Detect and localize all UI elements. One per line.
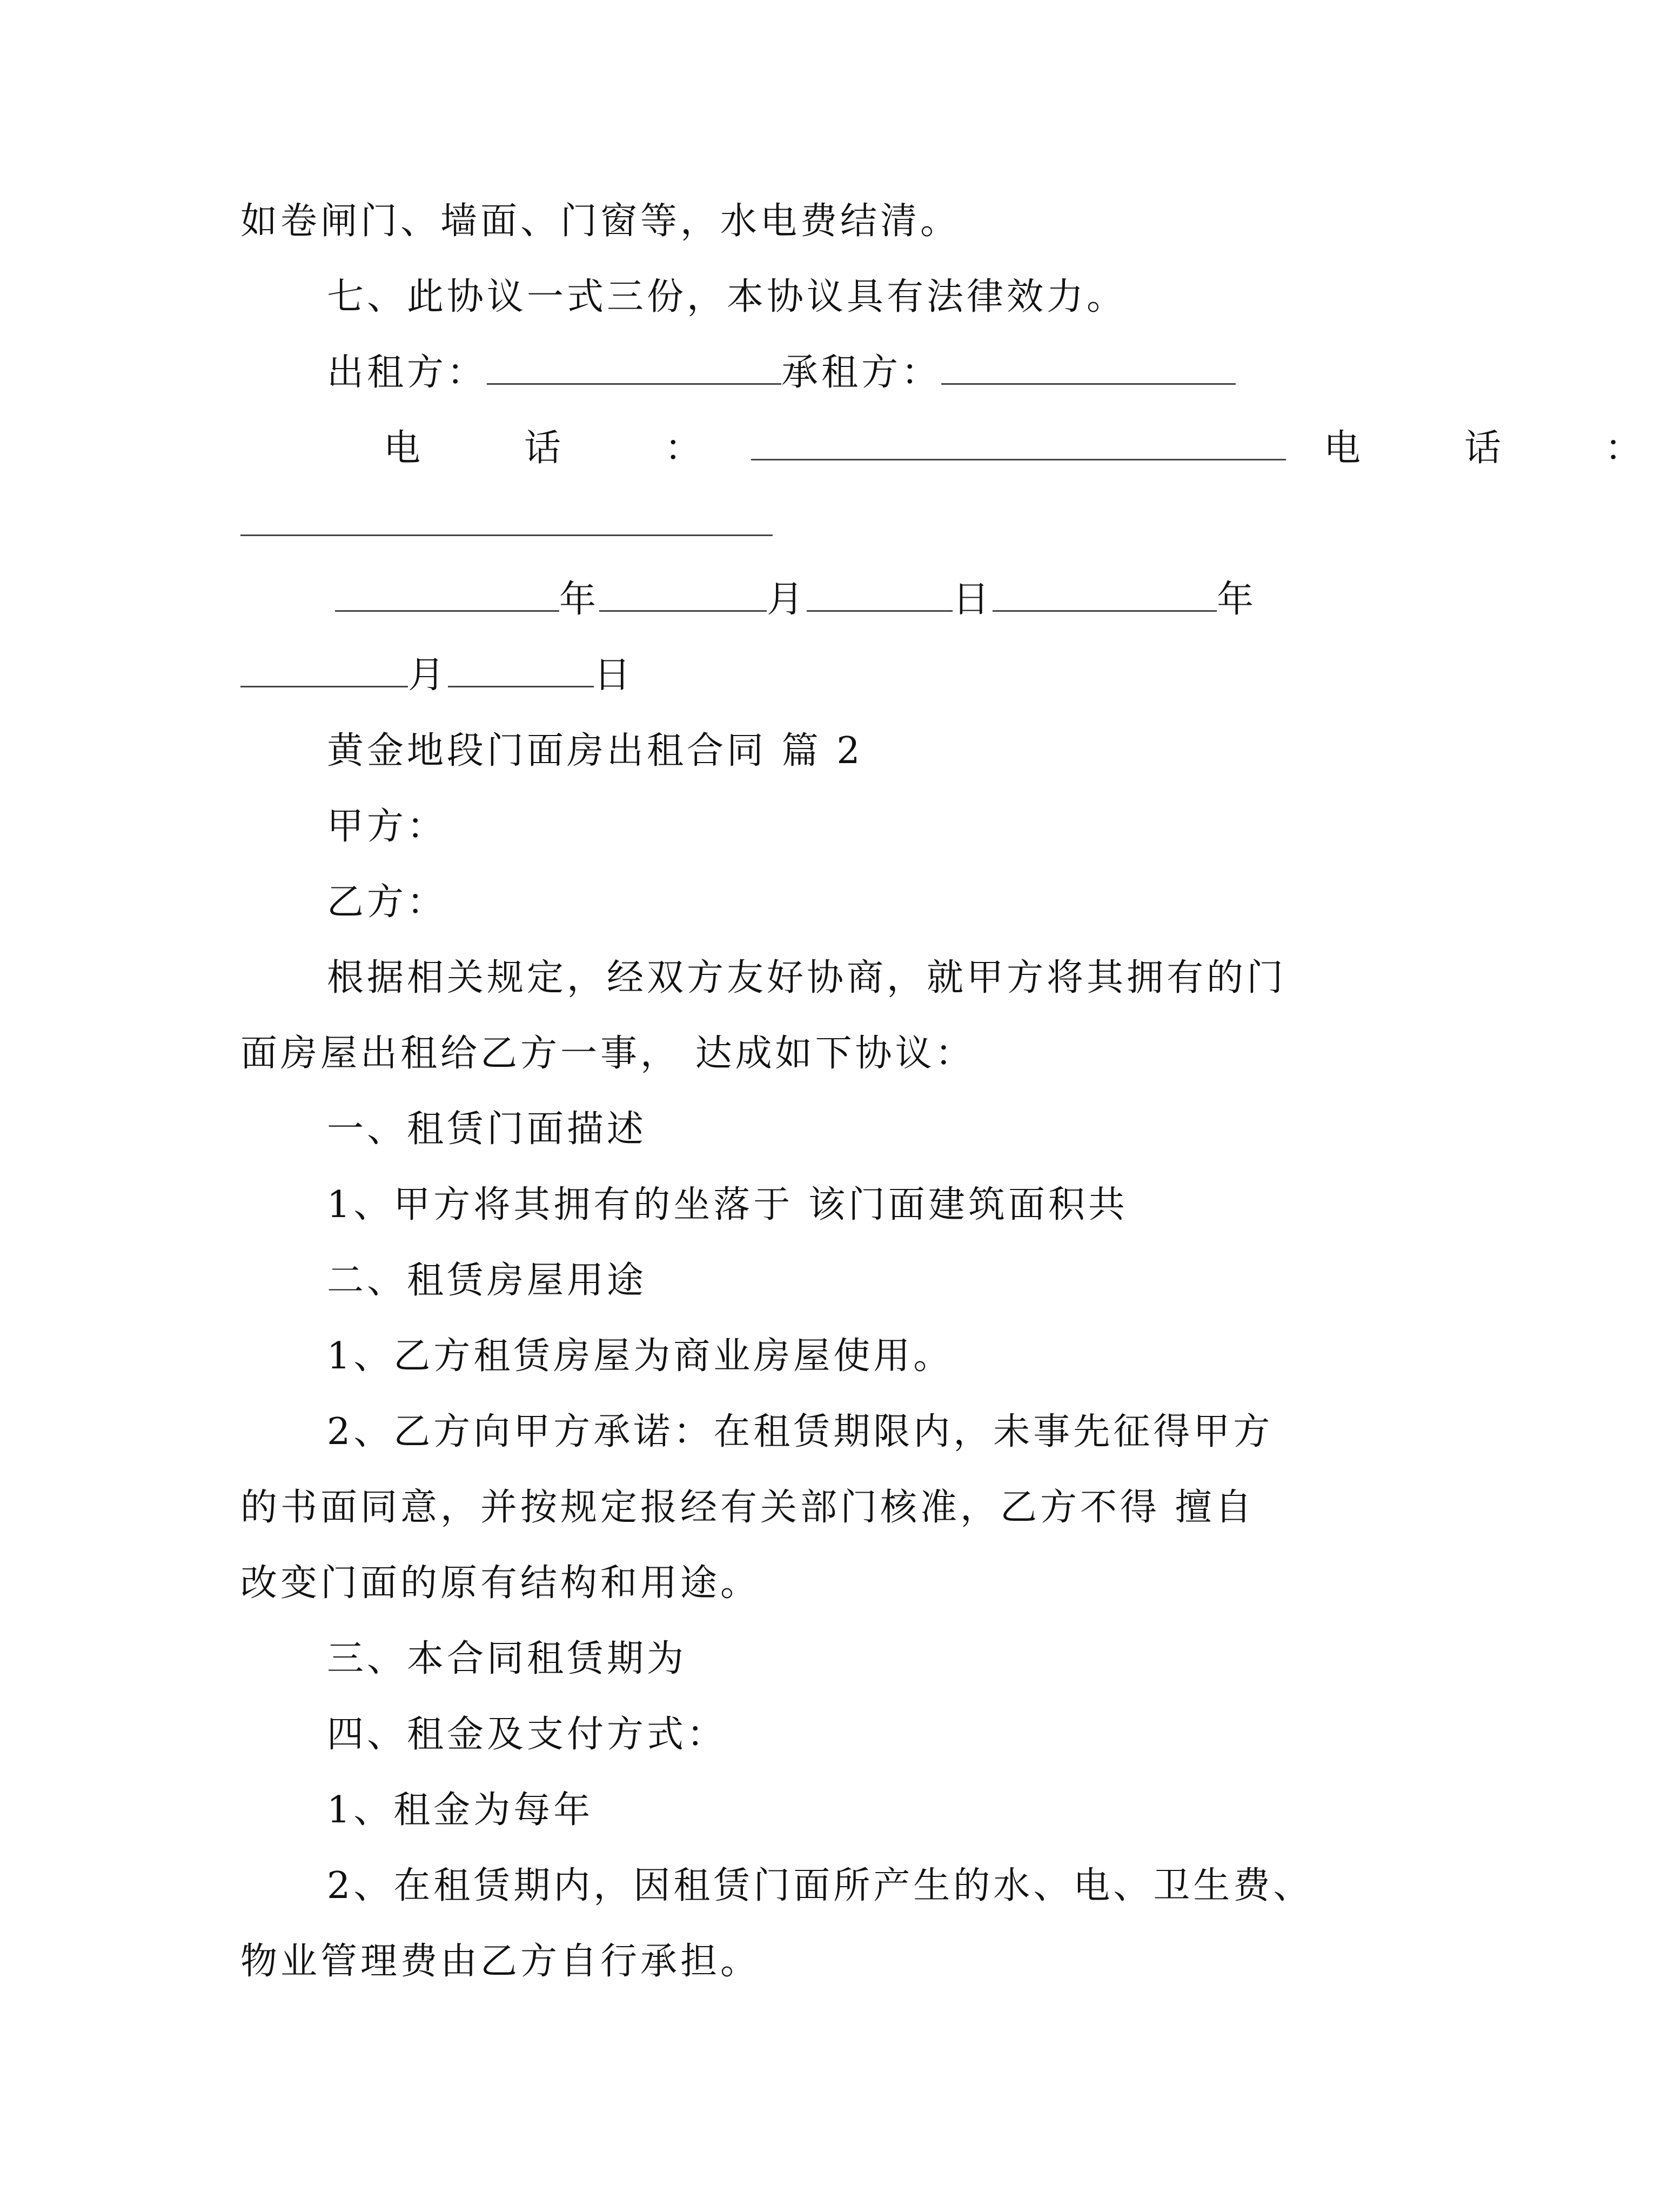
- party-b: 乙方：: [327, 881, 447, 924]
- phone-blank: [751, 431, 1286, 460]
- day-label: 日: [594, 654, 634, 697]
- text-line: 1、甲方将其拥有的坐落于 该门面建筑面积共: [327, 1184, 1128, 1226]
- text-line: 1、乙方租赁房屋为商业房屋使用。: [327, 1335, 954, 1378]
- phone-label: 电 话 ：: [1324, 427, 1675, 470]
- phone-blank: [240, 506, 773, 536]
- day-blank: [807, 582, 953, 612]
- text-line: 改变门面的原有结构和用途。: [240, 1562, 761, 1605]
- lessee-label: 承租方：: [781, 351, 942, 394]
- heading: 一、租赁门面描述: [327, 1108, 647, 1151]
- year-label: 年: [559, 578, 600, 621]
- phone-row: [384, 427, 1675, 470]
- text-line: 1、租金为每年: [327, 1789, 594, 1832]
- year-blank: [993, 582, 1217, 612]
- lessor-blank: [487, 355, 781, 385]
- party-a: 甲方：: [327, 805, 447, 848]
- phone-label: 电 话 ：: [384, 427, 735, 470]
- month-label: 月: [767, 578, 807, 621]
- date-row: [240, 654, 634, 697]
- text-line: 七、此协议一式三份，本协议具有法律效力。: [327, 276, 1127, 318]
- heading: 三、本合同租赁期为: [327, 1638, 687, 1680]
- lessor-label: 出租方：: [327, 351, 487, 394]
- signature-row: [327, 351, 1236, 395]
- day-label: 日: [953, 578, 993, 621]
- text-line: 物业管理费由乙方自行承担。: [240, 1940, 761, 1983]
- heading: 二、租赁房屋用途: [327, 1259, 647, 1302]
- phone-blank-row: [240, 503, 773, 546]
- section-title: 黄金地段门面房出租合同 篇 2: [327, 730, 863, 772]
- month-label: 月: [408, 654, 448, 697]
- text-line: 根据相关规定，经双方友好协商，就甲方将其拥有的门: [327, 957, 1287, 999]
- text-line: 如卷闸门、墙面、门窗等，水电费结清。: [240, 200, 961, 243]
- month-blank: [240, 658, 408, 687]
- year-blank: [335, 582, 559, 612]
- day-blank: [448, 658, 594, 687]
- year-label: 年: [1217, 578, 1257, 621]
- date-row: [335, 578, 1257, 622]
- text-line: 2、乙方向甲方承诺：在租赁期限内，未事先征得甲方: [327, 1411, 1274, 1453]
- text-line: 的书面同意，并按规定报经有关部门核准，乙方不得 擅自: [240, 1486, 1255, 1529]
- heading: 四、租金及支付方式：: [327, 1713, 727, 1756]
- text-line: 2、在租赁期内，因租赁门面所产生的水、电、卫生费、: [327, 1865, 1314, 1907]
- lessee-blank: [941, 355, 1236, 385]
- text-line: 面房屋出租给乙方一事， 达成如下协议：: [240, 1032, 975, 1075]
- month-blank: [599, 582, 767, 612]
